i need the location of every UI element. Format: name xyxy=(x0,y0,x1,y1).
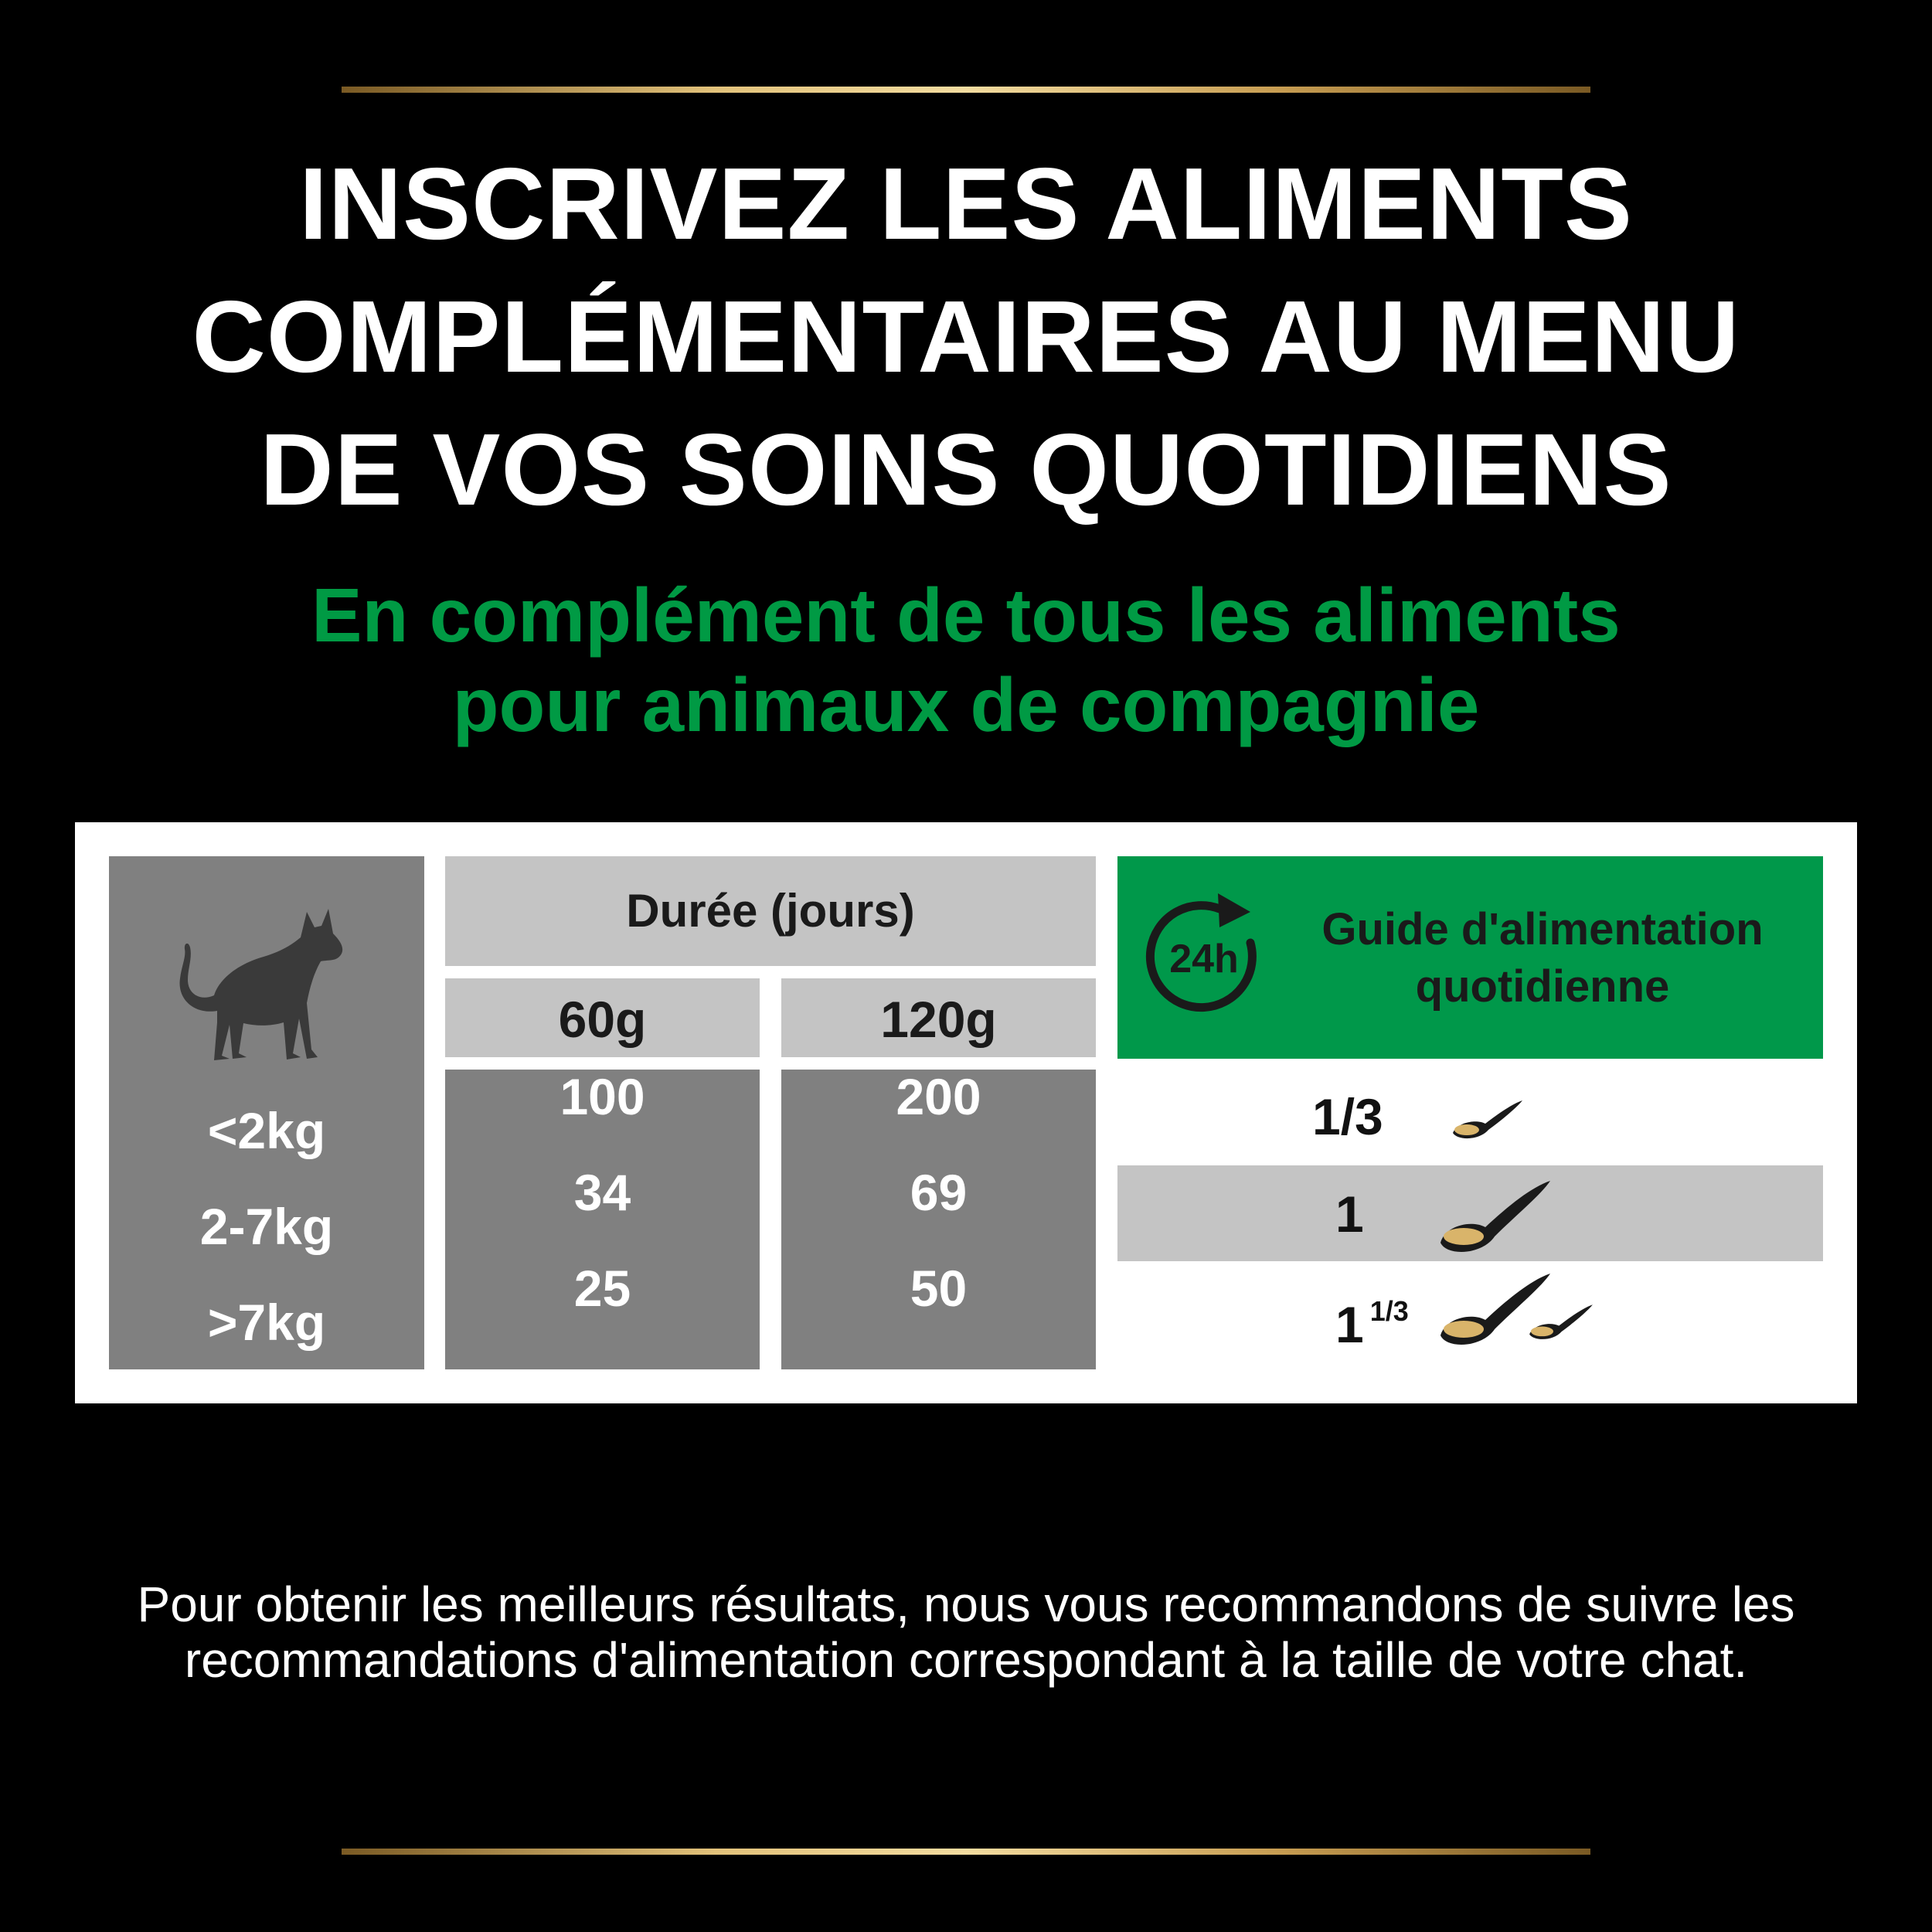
badge-24h-text: 24h xyxy=(1169,937,1239,981)
footer-line-1: Pour obtenir les meilleurs résultats, nous vous recommandons de suivre les xyxy=(137,1577,1795,1632)
subtitle-line-1: En complément de tous les aliments xyxy=(311,573,1621,658)
feeding-row xyxy=(1117,1261,1823,1369)
days-value: 100 xyxy=(560,1068,645,1125)
days-value: 50 xyxy=(910,1260,968,1317)
feeding-amount: 1/3 xyxy=(1312,1088,1383,1145)
guide-title-line-2: quotidienne xyxy=(1415,961,1670,1012)
days-value: 34 xyxy=(573,1164,631,1221)
header-60g xyxy=(445,978,760,1057)
guide-title-line-1: Guide d'alimentation xyxy=(1321,904,1764,954)
feeding-amount-fraction: 1/3 xyxy=(1369,1295,1409,1327)
days-value: 25 xyxy=(573,1260,631,1317)
bottom-gold-divider xyxy=(342,1849,1590,1855)
small-spoon-icon xyxy=(1522,1295,1600,1349)
feeding-row xyxy=(1117,1165,1823,1261)
feeding-table-panel xyxy=(75,822,1857,1403)
footer-note xyxy=(0,1577,1932,1688)
weight-label: 2-7kg xyxy=(199,1198,334,1255)
feeding-amount xyxy=(1335,1284,1409,1352)
cat-icon xyxy=(163,895,356,1073)
top-gold-divider xyxy=(342,87,1590,93)
guide-title xyxy=(1295,901,1790,1015)
24h-clock-icon xyxy=(1134,889,1274,1028)
title-line-2: COMPLÉMENTAIRES AU MENU xyxy=(192,280,1740,393)
column-120g-values xyxy=(781,1070,1096,1369)
header-60g-label: 60g xyxy=(558,991,647,1048)
weight-column xyxy=(109,856,424,1369)
feeding-row xyxy=(1117,1070,1823,1165)
page-title xyxy=(0,138,1932,536)
title-line-1: INSCRIVEZ LES ALIMENTS xyxy=(299,147,1633,260)
duration-header-label: Durée (jours) xyxy=(626,885,915,937)
days-value: 200 xyxy=(896,1068,981,1125)
page-subtitle xyxy=(0,570,1932,750)
feeding-amount: 1 xyxy=(1335,1185,1364,1243)
subtitle-line-2: pour animaux de compagnie xyxy=(452,662,1480,747)
header-120g xyxy=(781,978,1096,1057)
days-value: 69 xyxy=(910,1164,968,1221)
weight-label: >7kg xyxy=(207,1294,326,1351)
large-spoon-icon xyxy=(1434,1168,1558,1261)
footer-line-2: recommandations d'alimentation correspondant à la taille de votre chat. xyxy=(184,1632,1748,1688)
column-60g-values xyxy=(445,1070,760,1369)
daily-feeding-guide-header xyxy=(1117,856,1823,1059)
title-line-3: DE VOS SOINS QUOTIDIENS xyxy=(260,413,1672,526)
weight-label: <2kg xyxy=(207,1102,326,1159)
small-spoon-icon xyxy=(1445,1093,1530,1147)
feeding-amount-main: 1 xyxy=(1335,1296,1364,1353)
header-120g-label: 120g xyxy=(880,991,997,1048)
duration-header xyxy=(445,856,1096,966)
